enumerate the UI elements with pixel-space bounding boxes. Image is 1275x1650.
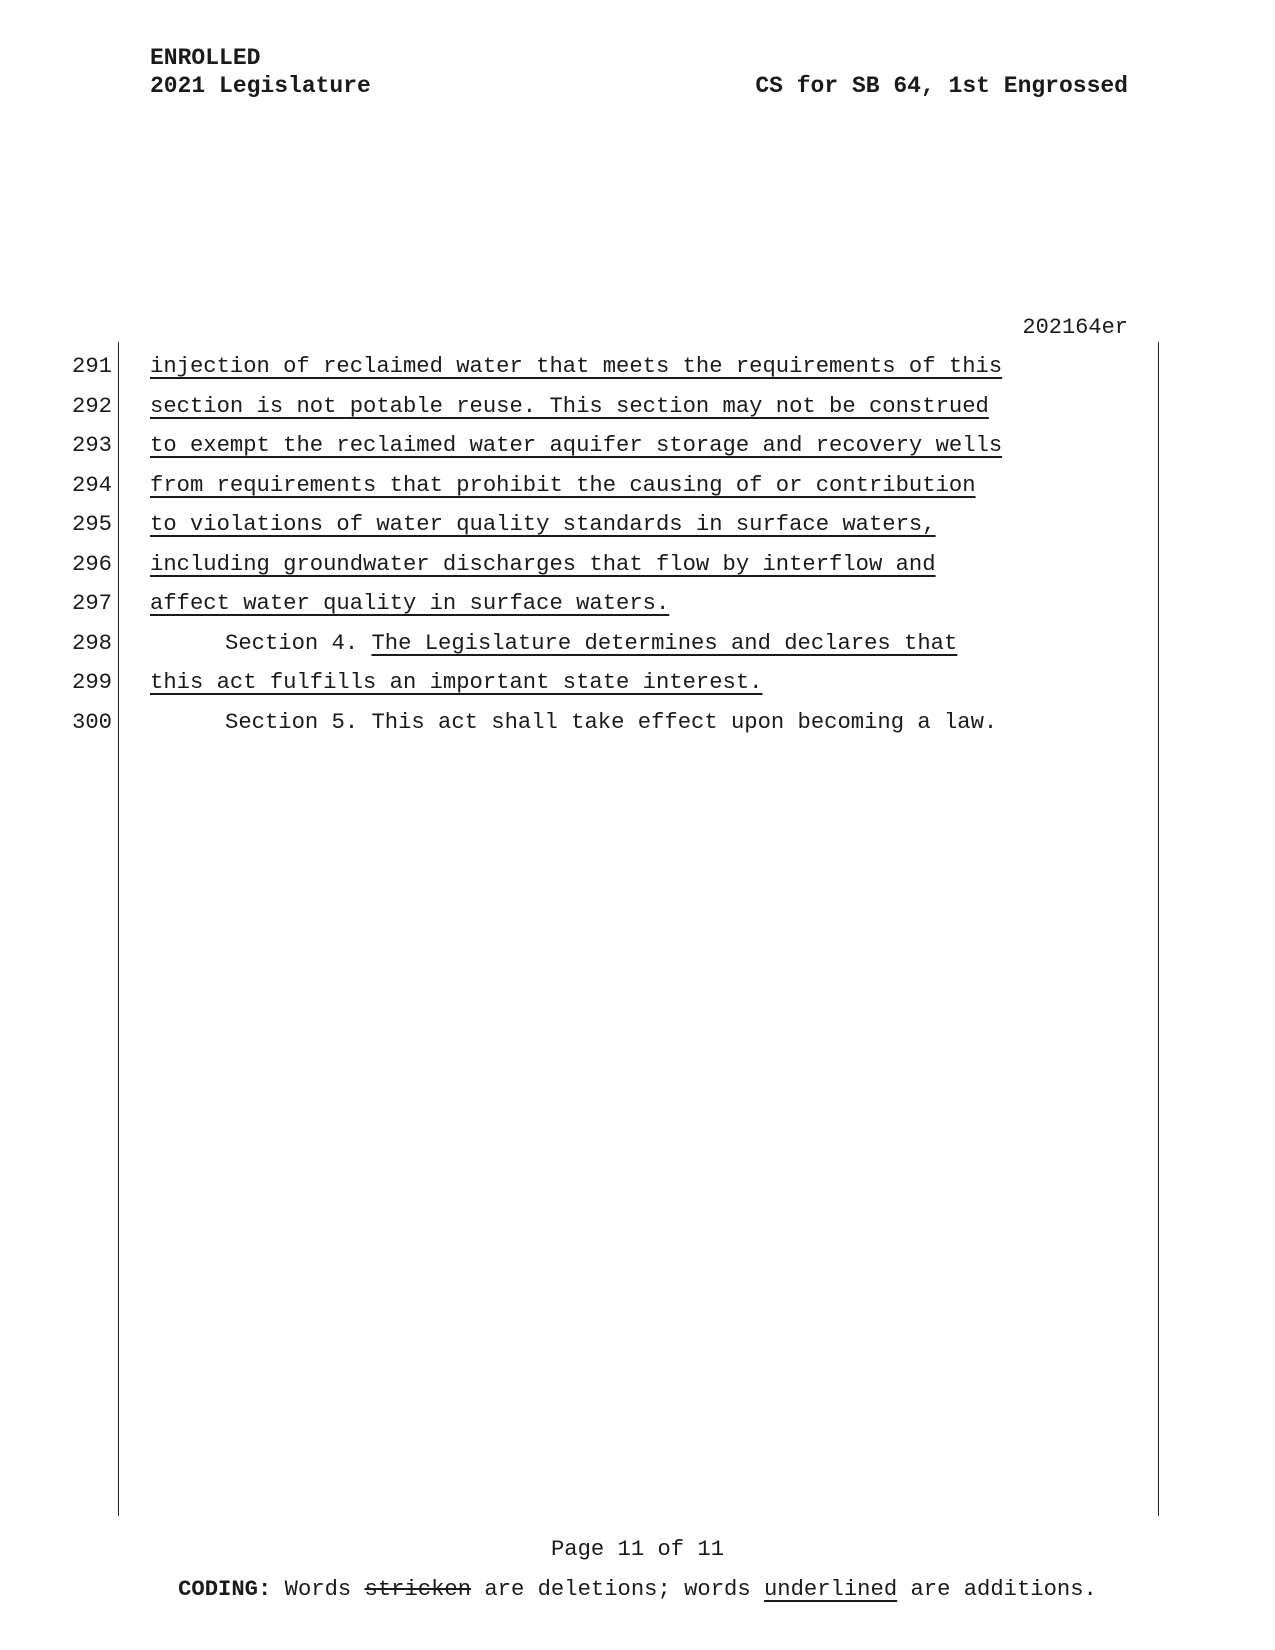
inserted-text: The Legislature determines and declares that bbox=[371, 630, 958, 656]
line-number: 292 bbox=[72, 393, 112, 419]
legislature-session: 2021 Legislature bbox=[150, 73, 371, 99]
line-number: 293 bbox=[72, 433, 112, 458]
line-text bbox=[225, 708, 997, 738]
inserted-text: from requirements that prohibit the causing of or contribution bbox=[150, 472, 976, 498]
line-number: 294 bbox=[72, 472, 112, 498]
inserted-text: to exempt the reclaimed water aquifer storage and recovery wells bbox=[150, 433, 1003, 458]
line-number: 295 bbox=[72, 512, 112, 537]
line-text bbox=[225, 629, 957, 659]
bill-line bbox=[0, 629, 1275, 669]
coding-text-2: are deletions; words bbox=[471, 1577, 764, 1602]
line-text bbox=[150, 471, 976, 501]
coding-underlined-example: underlined bbox=[763, 1577, 898, 1602]
line-number: 297 bbox=[72, 591, 112, 616]
bill-line bbox=[0, 352, 1275, 392]
page-number: Page 11 of 11 bbox=[550, 1537, 725, 1562]
line-text bbox=[150, 550, 936, 580]
line-text bbox=[150, 668, 762, 698]
line-text bbox=[150, 352, 1002, 382]
line-text bbox=[150, 589, 669, 619]
line-number: 300 bbox=[72, 709, 112, 735]
bill-text-lines bbox=[0, 352, 1275, 747]
line-number: 296 bbox=[72, 551, 112, 577]
coding-legend bbox=[0, 1576, 1275, 1604]
existing-text: Section 4. bbox=[225, 630, 372, 656]
line-number: 298 bbox=[72, 630, 112, 656]
line-text bbox=[150, 392, 989, 422]
inserted-text: to violations of water quality standards in surface waters, bbox=[150, 512, 936, 537]
inserted-text: section is not potable reuse. This section may not be construed bbox=[150, 393, 989, 419]
bill-code: 202164er bbox=[1022, 315, 1128, 340]
bill-line bbox=[0, 392, 1275, 432]
inserted-text: affect water quality in surface waters. bbox=[150, 591, 670, 616]
inserted-text: this act fulfills an important state interest. bbox=[150, 670, 763, 695]
existing-text: Section 5. This act shall take effect upon becoming a law. bbox=[225, 709, 998, 735]
bill-line bbox=[0, 471, 1275, 511]
bill-title: CS for SB 64, 1st Engrossed bbox=[755, 73, 1128, 99]
document-status: ENROLLED bbox=[150, 45, 261, 71]
bill-line bbox=[0, 550, 1275, 590]
inserted-text: injection of reclaimed water that meets the requirements of this bbox=[150, 354, 1003, 379]
bill-line bbox=[0, 510, 1275, 550]
bill-line bbox=[0, 708, 1275, 748]
coding-stricken-example: stricken bbox=[364, 1577, 472, 1602]
coding-text-3: are additions. bbox=[897, 1577, 1097, 1602]
coding-text-1: Words bbox=[271, 1577, 365, 1602]
bill-line bbox=[0, 589, 1275, 629]
coding-label: CODING: bbox=[178, 1577, 272, 1602]
bill-line bbox=[0, 431, 1275, 471]
line-text bbox=[150, 431, 1002, 461]
inserted-text: including groundwater discharges that flow by interflow and bbox=[150, 551, 936, 577]
bill-line bbox=[0, 668, 1275, 708]
line-text bbox=[150, 510, 936, 540]
line-number: 291 bbox=[72, 354, 112, 379]
line-number: 299 bbox=[72, 670, 112, 695]
